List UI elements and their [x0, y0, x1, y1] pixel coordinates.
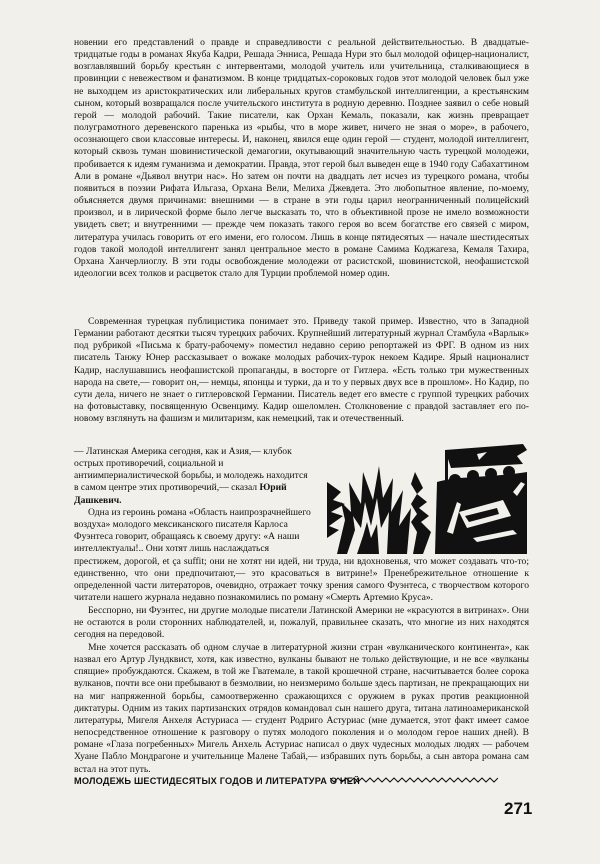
paragraph-turkish-heroes: новении его представлений о правде и справедливости с реальной действительностью. В двадцатые-тридцатые годы в романах Якуба Кадри, Решада Энниса, Решада Нури это был молодой офицер-националист, возглавлявший борьбу крестьян с интервентами, молодой учитель или учительница, сталкивающиеся в провинции с невежеством и фанатизмом. В конце тридцатых-сороковых годов этот молодой человек был уже не выходцем из аристократических или либеральных кругов стамбульской интеллигенции, а крестьянским сыном, который возвращался после учительского института в родную деревню. Позднее заявил о себе новый герой — молодой рабочий. Такие писатели, как Орхан Кемаль, показали, как жизнь превращает полуграмотного деревенского паренька из «рыбы, что в море живет, ничего не зная о море», в рабочего, осознающего свои классовые интересы. И, наконец, явился еще один герой — студент, молодой интеллигент, который сквозь туман шовинистической демагогии, окутывающий значительную часть турецкой молодежи, пробивается к идеям гуманизма и демократии. Правда, этот герой был выведен еще в 1940 году Сабахаттином Али в романе «Дьявол внутри нас». Но затем он почти на двадцать лет исчез из турецкого романа, чтобы появиться в поэзии Рифата Ильгаза, Орхана Вели, Мелиха Джевдета. Это любопытное явление, по-моему, объясняется двумя причинами: внешними — в стране в эти годы царил неогранниченный полицейский произвол, и в лирической форме было легче высказать то, что в объективной прозе не имело возможности увидеть свет; и внутренними — прежде чем показать такого героя во всем богатстве его связей с миром, литература училась говорить от его имени, его голосом. Лишь в конце пятидесятых — начале шестидесятых годов такой молодой интеллигент занял центральное место в романе Самима Коджагеза, Кемаля Тахира, Орхана Ханчерлиоглу. В эти годы освобождение молодежи от расистской, шовинистской, неофашистской идеологии всех толков и расцветок стало для Турции проблемой номер один. [74, 37, 529, 279]
paragraph-fuentes-heroine: Одна из героинь романа «Область наипрозрачнейшего воздуха» молодого мексиканского писателя Карлоса Фуэнтеса говорит, обращаясь к своему другу: «А наши интеллектуалы!.. Они хотят лишь наслаждаться [74, 507, 311, 555]
paragraph-latin-america-quote [74, 446, 314, 507]
quote-speaker: Юрий Дашкевич. [74, 482, 287, 506]
paragraph-fuentes-intellectuals: престижем, дорогой, et ça suffit; они не хотят ни идей, ни труда, ни вдохновенья, что может создавать что-то; единственно, что они предпочитают,— это красоваться в витрине!» Пренебрежительное отношение к определенной части литераторов, очевидно, отражает точку зрения самого Фуэнтеса, с творчеством которого читатели нашего журнала недавно познакомились по роману «Смерть Артемио Круса». [74, 556, 529, 604]
running-title: МОЛОДЕЖЬ ШЕСТИДЕСЯТЫХ ГОДОВ И ЛИТЕРАТУРА О НЕЙ [74, 776, 360, 786]
paragraph-frontline: Бесспорно, ни Фуэнтес, ни другие молодые писатели Латинской Америки не «красуются в витринах». Они не остаются в роли сторонних наблюдателей, и, пожалуй, правильнее сказать, что многие из них находятся сегодня на передовой. [74, 605, 529, 641]
page-number: 271 [504, 799, 533, 818]
paragraph-volcanic-continent: Мне хочется рассказать об одном случае в литературной жизни стран «вулканического континента», как назвал его Артур Лундквист, хотя, как известно, вулканы бывают не только действующие, и не все «вулканы спящие» пробуждаются. Скажем, в той же Гватемале, в такой крошечной стране, насчитывается более сорока вулканов, почти все они пребывают в безмолвии, но неизмеримо больше здесь партизан, не прекращающих ни на миг напряженной борьбы, самоотверженно сражающихся с оружием в руках против реакционной диктатуры. Одним из таких партизанских отрядов командовал сын нашего друга, титана латиноамериканской литературы, Мигеля Анхеля Астуриаса — студент Родриго Астуриас (мне думается, этот факт имеет самое непосредственное отношение к разговору о путях молодого поколения и о молодом герое наших дней). В романе «Глаза погребенных» Мигель Анхель Астуриас написал о двух чудесных молодых людях — рабочем Хуане Пабло Мондрагоне и учительнице Малене Табай,— избравших путь борьбы, а сын автора романа сам встал на этот путь. [74, 642, 529, 775]
woodcut-illustration [327, 442, 529, 554]
quote-text: — Латинская Америка сегодня, как и Азия,— клубок острых противоречий, социальной и антиимпериалистической борьбы, и молодежь находится в самом центре этих противоречий,— сказал [74, 446, 308, 494]
paragraph-turkish-publicism: Современная турецкая публицистика понимает это. Приведу такой пример. Известно, что в Западной Германии работают десятки тысяч турецких рабочих. Крупнейший литературный журнал Стамбула «Варлык» под рубрикой «Письма к брату-рабочему» поместил недавно серию репортажей из ФРГ. В одном из них писатель Танжу Юнер рассказывает о вожаке молодых рабочих-турок некоем Кадире. Ярый националист Кадир, наслушавшись неофашистской пропаганды, в восторге от Гитлера. «Есть только три мужественных народа на свете,— говорит он,— немцы, японцы и турки, да и то у первых двух все в прошлом». Но Кадир, по сути дела, ничего не знает о гитлеровской Германии. Писатель ведет его вместе с группой турецких рабочих на фотовыставку, посвященную Освенциму. Кадир ошеломлен. Столкновение с правдой заставляет его по-новому взглянуть на фашизм и милитаризм, как немецкий, так и отечественный. [74, 316, 529, 425]
footer-ornament [330, 776, 498, 784]
crowd-image [435, 444, 527, 554]
